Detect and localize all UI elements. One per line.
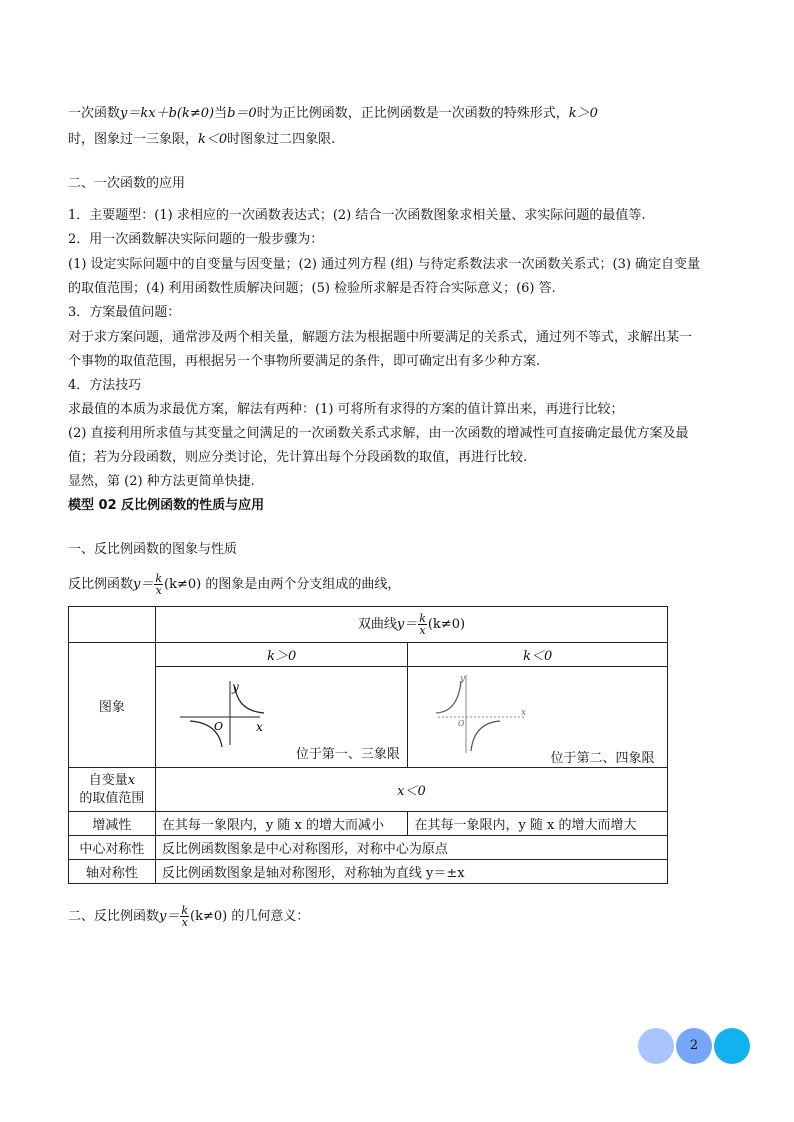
text-line: 3．方案最值问题： (68, 305, 181, 320)
formula: y＝ (396, 617, 418, 632)
text: 时，图象过一三象限， (68, 132, 199, 147)
formula: y＝kx＋b(k≠0) (120, 106, 215, 121)
formula: k＜0 (198, 132, 228, 147)
text: 反比例函数 (68, 577, 134, 592)
formula: x＜0 (397, 784, 426, 799)
row-label-axial-symmetry: 轴对称性 (69, 860, 156, 884)
frac-num: k (181, 904, 189, 917)
text-line: 对于求方案问题，通常涉及两个相关量，解题方法为根据题中所要满足的关系式，通过列不等式，求解出某一 (68, 330, 693, 345)
table-header (155, 607, 667, 643)
caption-quadrants-1-3: 位于第一、三象限 (295, 747, 400, 762)
frac-den: x (155, 584, 162, 597)
axis-y-label: y (231, 680, 239, 694)
properties-table (68, 606, 668, 884)
text-line: 1．主要题型：(1) 求相应的一次函数表达式；(2) 结合一次函数图象求相关量、求实际问题的最值等. (68, 208, 646, 223)
text: (k≠0) 的图象是由两个分支组成的曲线， (164, 577, 401, 592)
text-line: (1) 设定实际问题中的自变量与因变量；(2) 通过列方程 (组) 与待定系数法求一次函数关系式；(3) 确定自变量 (68, 257, 701, 272)
text-line: 值；若为分段函数，则应分类讨论，先计算出每个分段函数的取值，再进行比较. (68, 450, 528, 465)
text: 自变量 (88, 772, 128, 788)
fraction (180, 905, 189, 928)
text: 二、反比例函数 (68, 909, 160, 924)
badge-circle-bright (714, 1028, 750, 1064)
central-symmetry-value: 反比例函数图象是中心对称图形，对称中心为原点 (155, 836, 667, 860)
frac-den: x (419, 624, 426, 637)
paragraph-line-1 (68, 104, 732, 124)
text: 当 (214, 106, 228, 121)
axis-x-label: x (255, 720, 263, 734)
text: (k≠0) 的几何意义： (190, 909, 310, 924)
text-line: 求最值的本质为求最优方案，解法有两种：(1) 可将所有求得的方案的值计算出来，再进行比较； (68, 402, 624, 417)
monotonicity-k-positive: 在其每一象限内，y 随 x 的增大而减小 (155, 812, 408, 836)
text: 的取值范围 (79, 790, 145, 806)
formula: x (127, 772, 136, 788)
text-line: 2．用一次函数解决实际问题的一般步骤为： (68, 232, 324, 247)
page-number: 2 (689, 1038, 699, 1053)
text: 时为正比例函数，正比例函数是一次函数的特殊形式， (256, 106, 569, 121)
k-negative-header (408, 643, 668, 667)
model-heading: 模型 02 反比例函数的性质与应用 (68, 498, 265, 513)
axis-y-label: y (460, 674, 466, 684)
text: (k≠0) (427, 617, 466, 632)
row-label-central-symmetry: 中心对称性 (69, 836, 156, 860)
row-label-domain (69, 768, 156, 812)
formula: k＞0 (267, 649, 297, 664)
hyperbola-branch-q1 (235, 687, 264, 713)
text: 双曲线 (357, 617, 397, 632)
text: 时图象过二四象限. (227, 132, 336, 147)
axial-symmetry-value: 反比例函数图象是轴对称图形，对称轴为直线 y＝±x (155, 860, 667, 884)
formula: y＝ (133, 577, 154, 592)
badge-circle-light (638, 1028, 674, 1064)
text-line: 的取值范围；(4) 利用函数性质解决问题；(5) 检验所求解是否符合实际意义；(6) 答. (68, 281, 556, 296)
text: 一次函数 (68, 106, 121, 121)
fraction (154, 573, 163, 596)
formula: y＝ (159, 909, 180, 924)
frac-den: x (181, 916, 188, 929)
caption-quadrants-2-4: 位于第二、四象限 (550, 751, 655, 766)
paragraph-line-2 (68, 130, 732, 150)
row-label-monotonicity: 增减性 (69, 812, 156, 836)
graph-k-positive (155, 667, 408, 768)
text-line: 个事物的取值范围，再根据另一个事物所要满足的条件，即可确定出有多少种方案. (68, 354, 541, 369)
page-number-badge (638, 1028, 750, 1064)
origin-label: O (213, 720, 223, 733)
section-heading-inverse: 一、反比例函数的图象与性质 (68, 542, 238, 557)
fraction (418, 613, 427, 636)
hyperbola-branch-q2 (436, 681, 461, 713)
section-heading-geometric-meaning (68, 904, 732, 930)
text-line: 4．方法技巧 (68, 378, 142, 393)
frac-num: k (419, 612, 426, 625)
graph-k-negative (408, 667, 668, 768)
domain-value (155, 768, 667, 812)
formula: b＝0 (227, 106, 257, 121)
frac-num: k (155, 572, 163, 585)
origin-label: O (458, 719, 465, 728)
section-heading-linear-application: 二、一次函数的应用 (68, 176, 186, 191)
intro-line (68, 572, 732, 598)
text-line: (2) 直接利用所求值与其变量之间满足的一次函数关系式求解，由一次函数的增减性可直接确定最优方案及最 (68, 426, 689, 441)
k-positive-header (155, 643, 408, 667)
monotonicity-k-negative: 在其每一象限内，y 随 x 的增大而增大 (408, 812, 668, 836)
text-line: 显然，第 (2) 种方法更简单快捷. (68, 474, 255, 489)
axis-x-label: x (521, 708, 527, 718)
formula: k＜0 (523, 649, 553, 664)
row-label-graph: 图象 (69, 643, 156, 768)
empty-cell (69, 607, 156, 643)
hyperbola-branch-q4 (471, 721, 500, 751)
formula: k＞0 (568, 106, 598, 121)
